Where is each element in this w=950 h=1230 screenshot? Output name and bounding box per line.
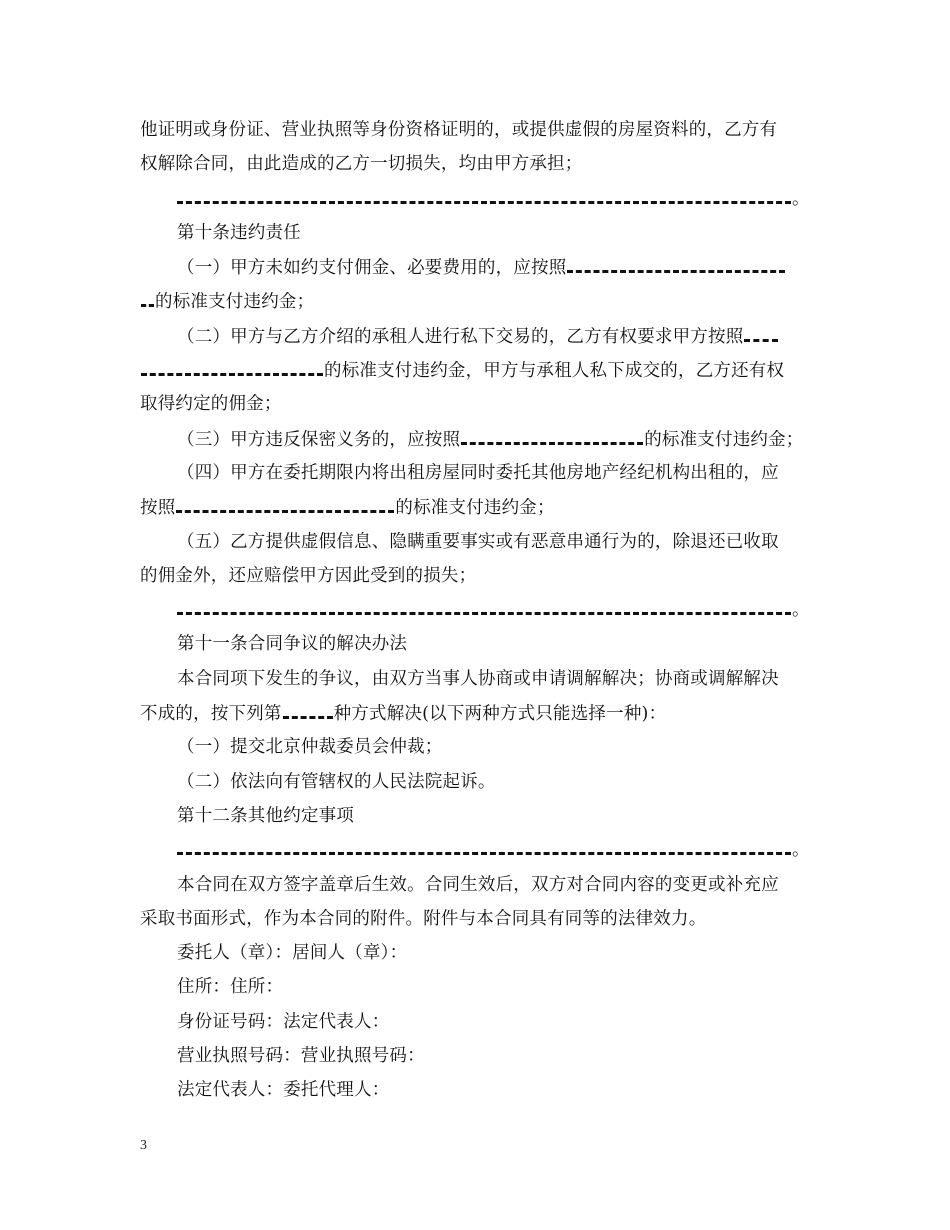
article-10-item-3-line [140, 422, 812, 456]
clause-text: 的标准支付违约金； [395, 498, 555, 519]
clause-text: 种方式解决(以下两种方式只能选择一种)： [333, 704, 667, 725]
clause-text: 不成的，按下列第 [140, 704, 282, 725]
clause-text: （一）甲方未如约支付佣金、必要费用的，应按照 [177, 258, 567, 279]
article-11-option-2: （二）依法向有管辖权的人民法院起诉。 [177, 771, 496, 792]
document-page [140, 113, 812, 1108]
blank-field [567, 250, 785, 273]
article-10-item-5-line: 的佣金外，还应赔偿甲方因此受到的损失； [140, 565, 477, 586]
period-mark: 。 [792, 840, 810, 861]
article-10-item-4-line: （四）甲方在委托期限内将出租房屋同时委托其他房地产经纪机构出租的，应 [177, 462, 779, 483]
blank-rule [177, 201, 791, 204]
clause-text: 按照 [140, 498, 176, 519]
blank-field [283, 696, 333, 719]
period-mark: 。 [792, 188, 810, 209]
fill-in-line [140, 833, 812, 867]
closing-line: 采取书面形式，作为本合同的附件。附件与本合同具有同等的法律效力。 [140, 908, 707, 929]
clause-text: 的标准支付违约金； [644, 429, 804, 450]
blank-field [141, 284, 154, 307]
article-10-item-5-line: （五）乙方提供虚假信息、隐瞒重要事实或有恶意串通行为的，除退还已收取 [177, 531, 779, 552]
paragraph-line: 权解除合同，由此造成的乙方一切损失，均由甲方承担； [140, 154, 583, 175]
article-11-title: 第十一条合同争议的解决办法 [177, 634, 408, 655]
blank-rule [177, 852, 791, 855]
article-11-option-1: （一）提交北京仲裁委员会仲裁； [177, 737, 443, 758]
article-10-item-2-line: 取得约定的佣金； [140, 394, 282, 415]
article-10-item-4-line [140, 490, 812, 524]
blank-rule [177, 612, 791, 615]
blank-field [141, 353, 323, 376]
article-11-line: 本合同项下发生的争议，由双方当事人协商或申请调解解决；协商或调解解决 [177, 668, 779, 689]
blank-field [176, 490, 394, 513]
clause-text: （二）甲方与乙方介绍的承租人进行私下交易的，乙方有权要求甲方按照 [177, 326, 744, 347]
signature-line: 委托人（章）：居间人（章）： [177, 943, 408, 964]
clause-text: （三）甲方违反保密义务的，应按照 [177, 429, 461, 450]
signature-line: 法定代表人：委托代理人： [177, 1080, 390, 1101]
article-10-title: 第十条违约责任 [177, 222, 301, 243]
closing-line: 本合同在双方签字盖章后生效。合同生效后，双方对合同内容的变更或补充应 [177, 874, 779, 895]
blank-field [744, 319, 778, 342]
signature-line: 身份证号码：法定代表人： [177, 1011, 390, 1032]
article-11-line [140, 696, 812, 730]
clause-text: 的标准支付违约金，甲方与承租人私下成交的，乙方还有权 [324, 361, 785, 382]
article-10-item-2-line [140, 353, 812, 387]
clause-text: 的标准支付违约金； [155, 292, 315, 313]
fill-in-line [140, 182, 812, 216]
paragraph-line: 他证明或身份证、营业执照等身份资格证明的，或提供虚假的房屋资料的，乙方有 [140, 120, 778, 140]
signature-line: 营业执照号码：营业执照号码： [177, 1046, 425, 1067]
article-10-item-1-line [140, 284, 812, 318]
blank-field [461, 422, 643, 445]
fill-in-line [140, 593, 812, 627]
article-12-title: 第十二条其他约定事项 [177, 805, 354, 826]
page-number: 3 [140, 1138, 147, 1153]
signature-line: 住所：住所： [177, 977, 284, 998]
article-10-item-2-line [140, 319, 812, 353]
period-mark: 。 [792, 600, 810, 621]
article-10-item-1-line [140, 250, 812, 284]
